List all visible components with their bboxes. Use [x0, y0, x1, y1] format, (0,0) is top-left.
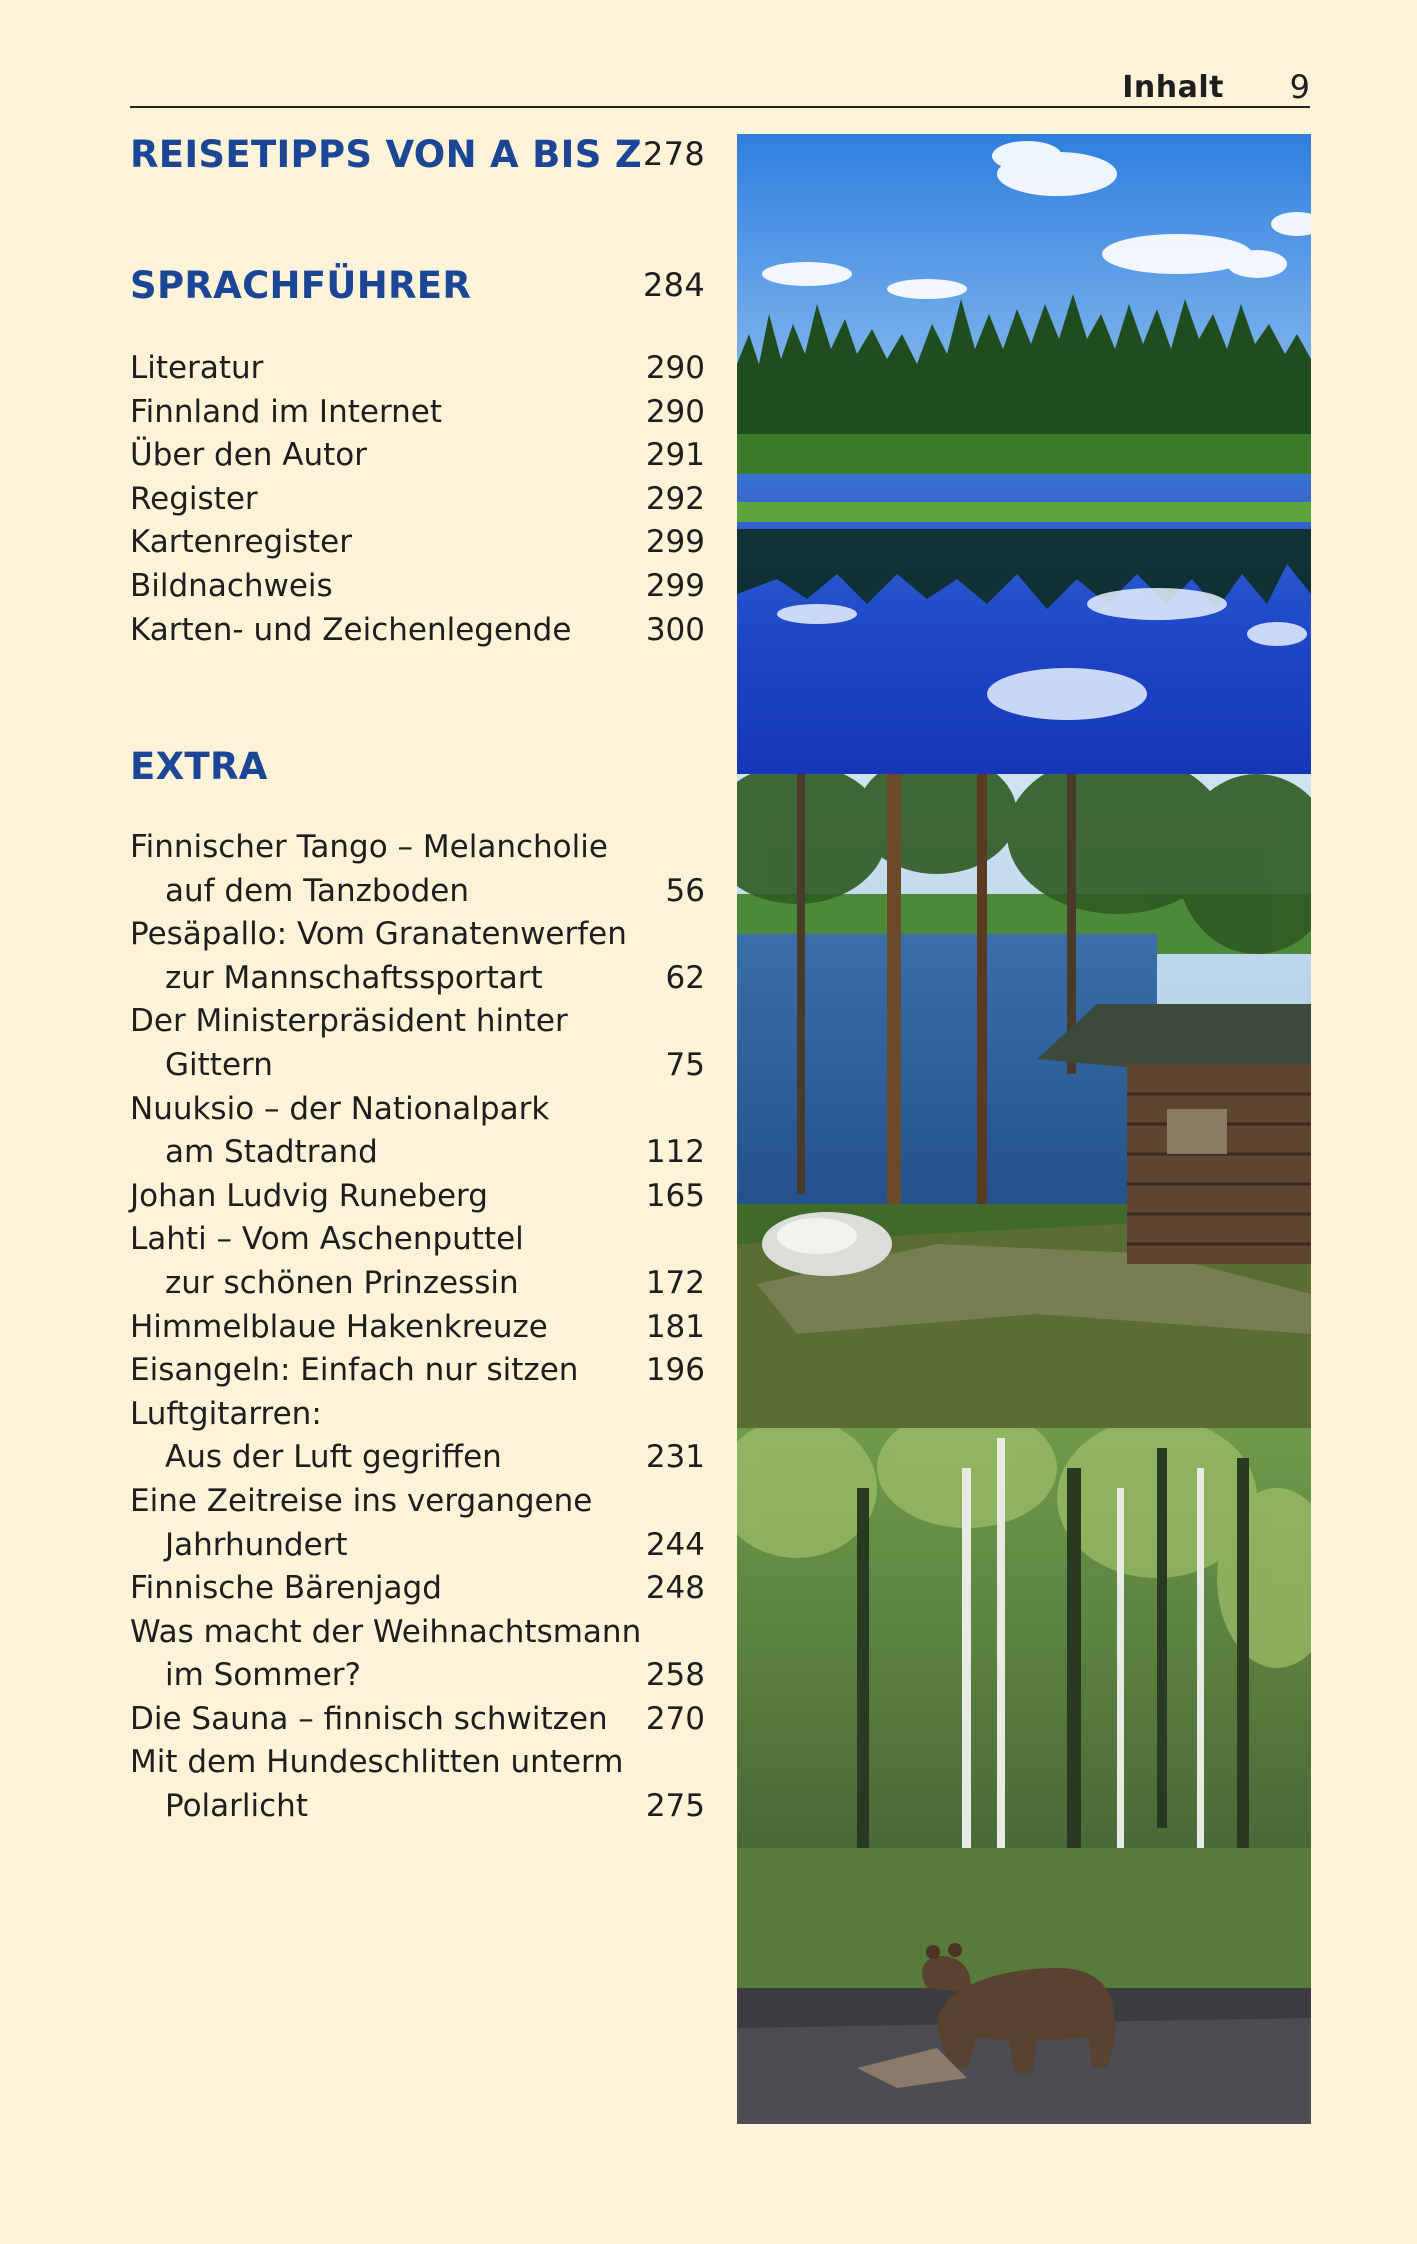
toc-entry[interactable] [130, 434, 705, 478]
toc-entry[interactable] [130, 913, 705, 1000]
toc-entry-page: 165 [645, 1177, 705, 1214]
toc-entry-page: 290 [645, 393, 705, 430]
toc-entry[interactable] [130, 1349, 705, 1393]
toc-entry[interactable] [130, 1218, 705, 1305]
toc-entry-title: Eisangeln: Einfach nur sitzen [130, 1352, 579, 1389]
toc-entry-title: Karten- und Zeichenlegende [130, 611, 572, 648]
toc-entry[interactable] [130, 1088, 705, 1175]
toc-entry-page: 172 [645, 1264, 705, 1301]
toc-entry[interactable] [130, 1741, 705, 1828]
toc-entry-page: 275 [645, 1788, 705, 1825]
toc-entry-title: Finnischer Tango – Melancholie [130, 829, 608, 865]
extra-list [130, 826, 705, 1829]
toc-entry-title-cont: zur schönen Prinzessin [165, 1264, 519, 1301]
toc-entry-page: 291 [645, 437, 705, 474]
toc-entry-page: 56 [665, 872, 705, 909]
toc-entry-title: Die Sauna – finnisch schwitzen [130, 1700, 608, 1737]
toc-entry-title: Lahti – Vom Aschenputtel [130, 1221, 524, 1258]
lake-photo [737, 134, 1311, 774]
toc-entry[interactable] [130, 391, 705, 435]
toc-entry-title-cont: am Stadtrand [165, 1134, 378, 1171]
toc-entry-title-cont: Gittern [165, 1046, 273, 1083]
toc-entry-title-cont: Aus der Luft gegriffen [165, 1439, 502, 1476]
toc-entry[interactable] [130, 347, 705, 391]
toc-entry-page: 299 [645, 567, 705, 604]
toc-entry-title-cont: im Sommer? [165, 1657, 361, 1694]
toc-entry[interactable] [130, 1567, 705, 1611]
toc-heading-sprachfuehrer[interactable] [130, 264, 705, 307]
toc-entry[interactable] [130, 1175, 705, 1219]
cabin-photo [737, 774, 1311, 1428]
toc-entry[interactable] [130, 521, 705, 565]
bear-photo [737, 1428, 1311, 2124]
toc-entry-page: 181 [645, 1308, 705, 1345]
toc-entry-title: Was macht der Weihnachtsmann [130, 1613, 642, 1650]
toc-entry-title: Kartenregister [130, 524, 352, 561]
toc-entry-title: Eine Zeitreise ins vergangene [130, 1482, 593, 1519]
toc-entry-title-cont: Jahrhundert [165, 1526, 348, 1563]
section-title: Inhalt [1122, 70, 1224, 105]
toc-heading-page: 284 [643, 266, 705, 304]
toc-heading-title: EXTRA [130, 745, 268, 788]
toc-entry[interactable] [130, 1611, 705, 1698]
toc-entry-title: Über den Autor [130, 437, 368, 474]
toc-entry-page: 290 [645, 350, 705, 386]
toc-entry[interactable] [130, 1000, 705, 1087]
toc-heading-extra [130, 745, 705, 788]
toc-entry-title: Bildnachweis [130, 567, 333, 604]
toc-entry-page: 299 [645, 524, 705, 561]
toc-entry[interactable] [130, 478, 705, 522]
toc-entry-page: 62 [665, 959, 705, 996]
toc-entry-title: Register [130, 480, 258, 517]
toc-entry-page: 196 [645, 1352, 705, 1389]
toc-entry[interactable] [130, 826, 705, 913]
toc-entry-title: Literatur [130, 350, 264, 386]
toc-entry-page: 300 [645, 611, 705, 648]
toc-heading-title: SPRACHFÜHRER [130, 264, 472, 307]
toc-entry-title: Himmelblaue Hakenkreuze [130, 1308, 548, 1345]
toc-entry-title: Johan Ludvig Runeberg [130, 1177, 488, 1214]
toc-entry-page: 270 [645, 1700, 705, 1737]
toc-entry-page: 244 [645, 1526, 705, 1563]
toc-entry-title: Luftgitarren: [130, 1395, 322, 1432]
running-header [130, 66, 1310, 108]
toc-entry-title: Finnland im Internet [130, 393, 443, 430]
toc-entry-page: 292 [645, 480, 705, 517]
toc-entry[interactable] [130, 1393, 705, 1480]
toc-heading-page: 278 [643, 135, 705, 173]
toc-entry[interactable] [130, 1306, 705, 1350]
photo-column [737, 134, 1311, 2124]
toc-heading-reisetipps[interactable] [130, 133, 705, 176]
toc-entry-page: 75 [665, 1046, 705, 1083]
toc-entry-title: Nuuksio – der Nationalpark [130, 1090, 550, 1127]
toc-entry[interactable] [130, 1480, 705, 1567]
toc-entry-page: 248 [645, 1570, 705, 1607]
toc-entry-page: 258 [645, 1657, 705, 1694]
toc-entry[interactable] [130, 609, 705, 653]
toc-heading-title: REISETIPPS VON A BIS Z [130, 133, 642, 176]
toc-entry-title-cont: auf dem Tanzboden [165, 872, 469, 909]
toc-entry[interactable] [130, 1698, 705, 1742]
toc-entry-title: Pesäpallo: Vom Granatenwerfen [130, 916, 627, 953]
toc-entry-title-cont: Polarlicht [165, 1788, 308, 1825]
toc-entry-page: 231 [645, 1439, 705, 1476]
toc-entry-title: Der Ministerpräsident hinter [130, 1003, 568, 1040]
page-number: 9 [1289, 68, 1310, 106]
toc-entry[interactable] [130, 565, 705, 609]
appendix-list [130, 347, 705, 652]
toc-entry-page: 112 [645, 1134, 705, 1171]
toc-entry-title: Mit dem Hundeschlitten unterm [130, 1744, 624, 1781]
toc-entry-title: Finnische Bärenjagd [130, 1570, 442, 1607]
toc-entry-title-cont: zur Mannschaftssportart [165, 959, 543, 996]
